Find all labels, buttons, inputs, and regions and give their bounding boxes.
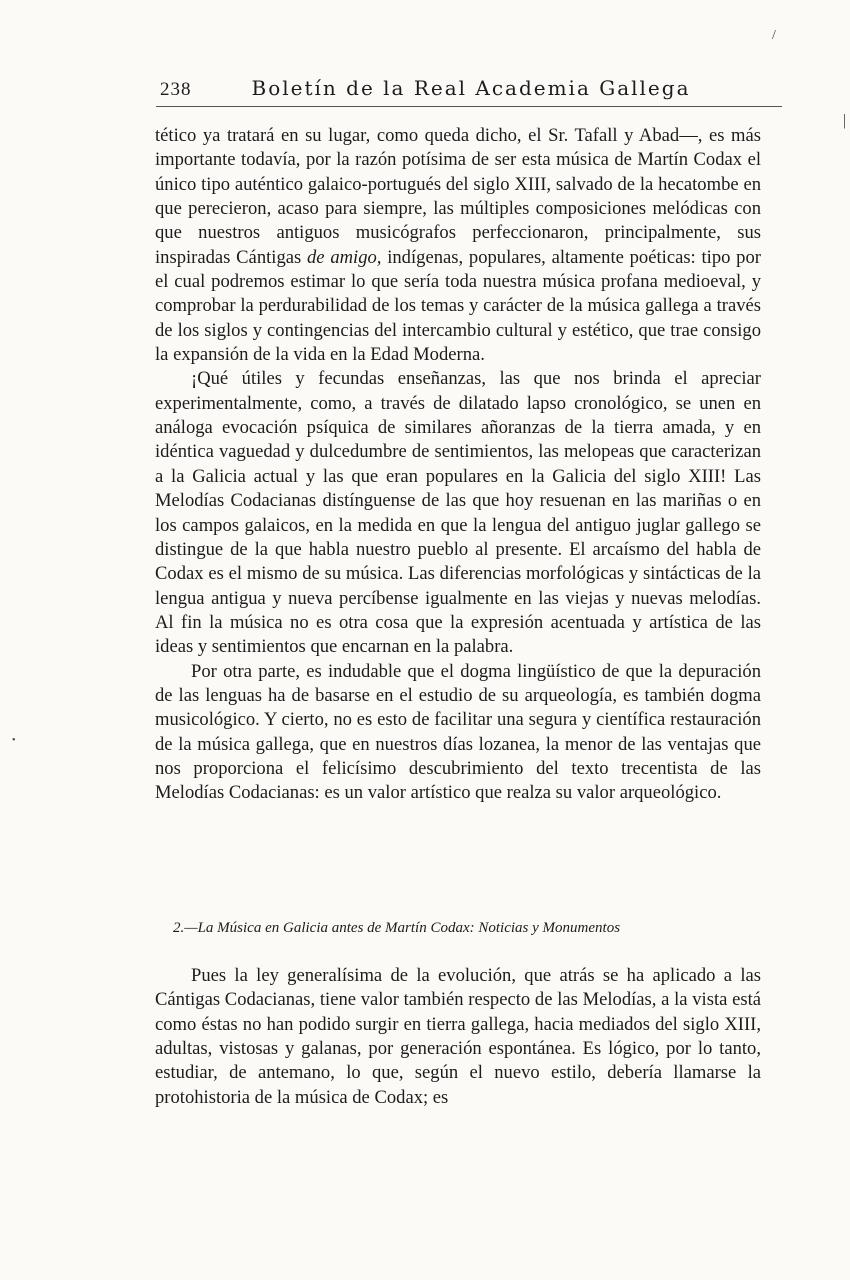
margin-mark: | xyxy=(843,112,847,129)
paragraph-1-text-a: tético ya tratará en su lugar, como queda dicho, el Sr. Tafall y Abad—, es más importante todavía, por la razón potísima de ser esta música de Martín Codax el único tipo auténtico galaico-portugués del siglo XIII, salvado de la hecatombe en que perecieron, acaso para siempre, las múltiples composiciones melódicas con que nuestros antiguos musicógrafos perfeccionaron, principalmente, sus inspiradas Cántigas xyxy=(155,125,761,268)
page-header xyxy=(160,76,780,101)
running-title: Boletín de la Real Academia Gallega xyxy=(251,76,691,100)
paragraph-4: Pues la ley generalísima de la evolución, que atrás se ha aplicado a las Cántigas Codacianas, tiene valor también respecto de las Melodías, a la vista está como éstas no han podido surgir en tierra gallega, hacia mediados del siglo XIII, adultas, vistosas y galanas, por generación espontánea. Es lógico, por lo tanto, estudiar, de antemano, lo que, según el nuevo estilo, debería llamarse la protohistoria de la música de Codax; es xyxy=(155,965,761,1108)
paragraph-1-text-b: indígenas, populares, altamente poéticas: tipo por el cual podremos estimar lo que sería toda nuestra música profana medioeval, y comprobar la perdurabilidad de los temas y carácter de la música gallega a través de los siglos y contingencias del intercambio cultural y estético, que trae consigo la expansión de la vida en la Edad Moderna. xyxy=(155,246,761,366)
paragraph-1 xyxy=(155,124,761,367)
scan-speck: / xyxy=(772,28,776,43)
scan-dot: • xyxy=(12,735,16,746)
paragraph-3: Por otra parte, es indudable que el dogma lingüístico de que la depuración de las lenguas ha de basarse en el estudio de su arqueología, es también dogma musicológico. Y cierto, no es esto de facilitar una segura y científica restauración de la música gallega, que en nuestros días lozanea, la menor de las ventajas que nos proporciona el felicísimo descubrimiento del texto trecentista de las Melodías Codacianas: es un valor artístico que realza su valor arqueológico. xyxy=(155,660,761,804)
paragraph-2: ¡Qué útiles y fecundas enseñanzas, las que nos brinda el apreciar experimentalmente, como, a través de dilatado lapso cronológico, se unen en análoga evocación psíquica de similares añoranzas de la tierra amada, y en idéntica vaguedad y dulcedumbre de sentimientos, las melopeas que caracterizan a la Galicia actual y las que eran populares en la Galicia del siglo XIII! Las Melodías Codacianas distínguense de las que hoy resuenan en las mariñas o en los campos galaicos, en la medida en que la lengua del antiguo juglar gallego se distingue de la que habla nuestro pueblo al presente. El arcaísmo del habla de Codax es el mismo de su música. Las diferencias morfológicas y sintácticas de la lengua antigua y nueva percíbense igualmente en las viejas y nuevas melodías. Al fin la música no es otra cosa que la expresión acentuada y artística de las ideas y sentimientos que encarnan en la palabra. xyxy=(155,368,761,658)
body-text-continued xyxy=(155,964,761,1110)
body-text xyxy=(155,124,761,806)
section-heading: 2.—La Música en Galicia antes de Martín Codax: Noticias y Monumentos xyxy=(173,920,621,936)
paragraph-1-italic: de amigo, xyxy=(307,246,382,268)
header-rule xyxy=(156,106,782,107)
page-number: 238 xyxy=(160,79,192,100)
